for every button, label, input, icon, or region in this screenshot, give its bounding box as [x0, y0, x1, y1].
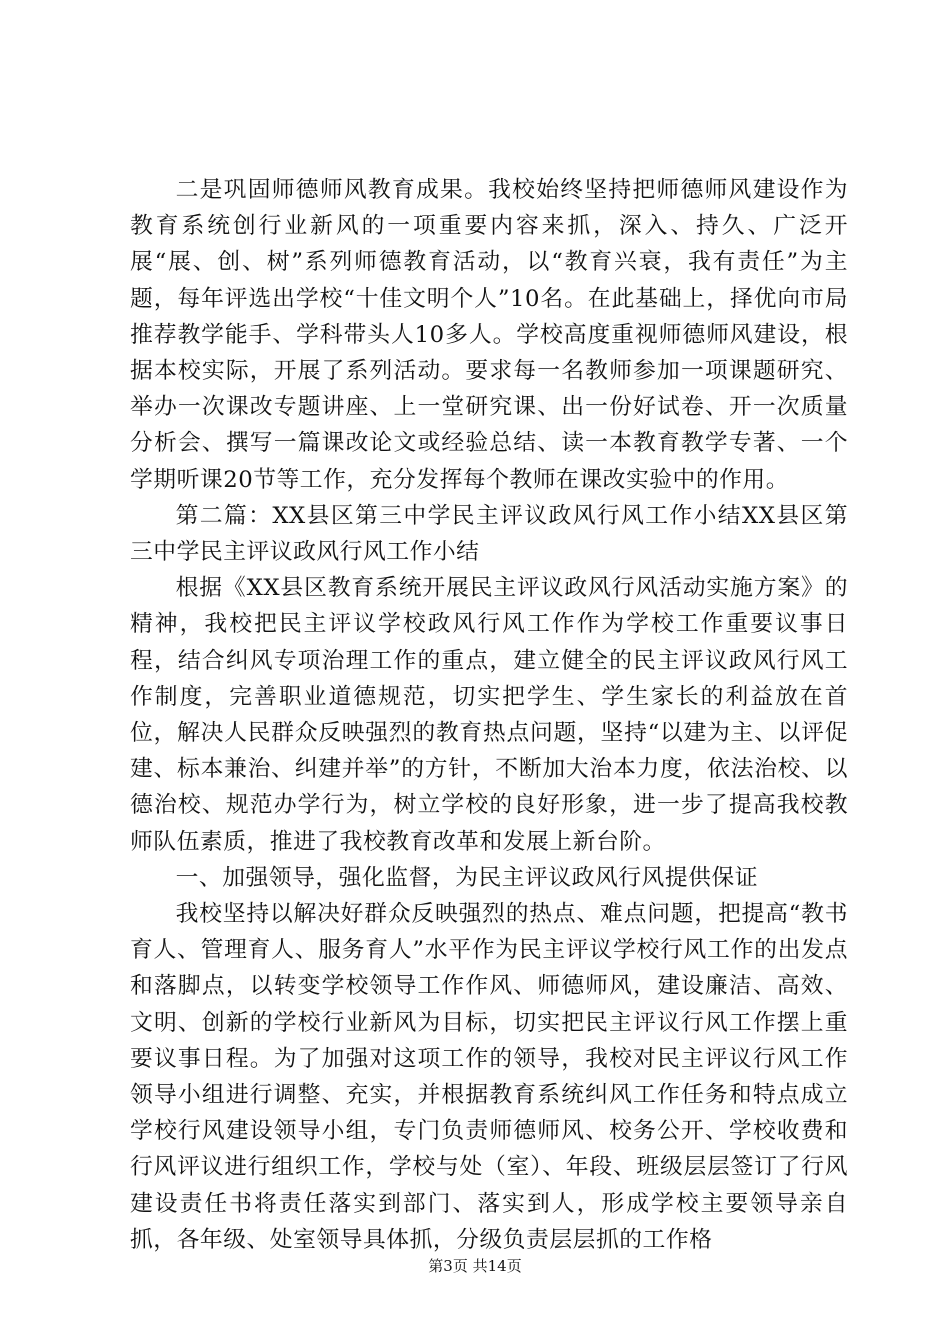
document-body — [130, 172, 848, 1258]
paragraph-leadership-details: 我校坚持以解决好群众反映强烈的热点、难点问题，把提高“教书育人、管理育人、服务育人”水平作为民主评议学校行风工作的出发点和落脚点，以转变学校领导工作作风、师德师风，建设廉洁、高效、文明、创新的学校行业新风为目标，切实把民主评议行风工作摆上重要议事日程。为了加强对这项工作的领导，我校对民主评议行风工作领导小组进行调整、充实，并根据教育系统纠风工作任务和特点成立学校行风建设领导小组，专门负责师德师风、校务公开、学校收费和行风评议进行组织工作，学校与处（室）、年段、班级层层签订了行风建设责任书将责任落实到部门、落实到人，形成学校主要领导亲自抓，各年级、处室领导具体抓，分级负责层层抓的工作格 — [130, 901, 848, 1253]
paragraph-teacher-ethics: 二是巩固师德师风教育成果。我校始终坚持把师德师风建设作为教育系统创行业新风的一项重要内容来抓，深入、持久、广泛开展“展、创、树”系列师德教育活动，以“教育兴衰，我有责任”为主题，每年评选出学校“十佳文明个人”10名。在此基础上，择优向市局推荐教学能手、学科带头人10多人。学校高度重视师德师风建设，根据本校实际，开展了系列活动。要求每一名教师参加一项课题研究、举办一次课改专题讲座、上一堂研究课、出一份好试卷、开一次质量分析会、撰写一篇课改论文或经验总结、读一本教育教学专著、一个学期听课20节等工作，充分发挥每个教师在课改实验中的作用。 — [130, 177, 848, 493]
section-heading-second-article: 第二篇：XX县区第三中学民主评议政风行风工作小结XX县区第三中学民主评议政风行风工作小结 — [130, 502, 848, 566]
page-number-footer: 第3页 共14页 — [428, 1257, 522, 1275]
paragraph-introduction: 根据《XX县区教育系统开展民主评议政风行风活动实施方案》的精神，我校把民主评议学校政风行风工作作为学校工作重要议事日程，结合纠风专项治理工作的重点，建立健全的民主评议政风行风工作制度，完善职业道德规范，切实把学生、学生家长的利益放在首位，解决人民群众反映强烈的教育热点问题，坚持“以建为主、以评促建、标本兼治、纠建并举”的方针，不断加大治本力度，依法治校、以德治校、规范办学行为，树立学校的良好形象，进一步了提高我校教师队伍素质，推进了我校教育改革和发展上新台阶。 — [130, 575, 848, 855]
subheading-strengthen-leadership: 一、加强领导，强化监督，为民主评议政风行风提供保证 — [175, 864, 759, 891]
